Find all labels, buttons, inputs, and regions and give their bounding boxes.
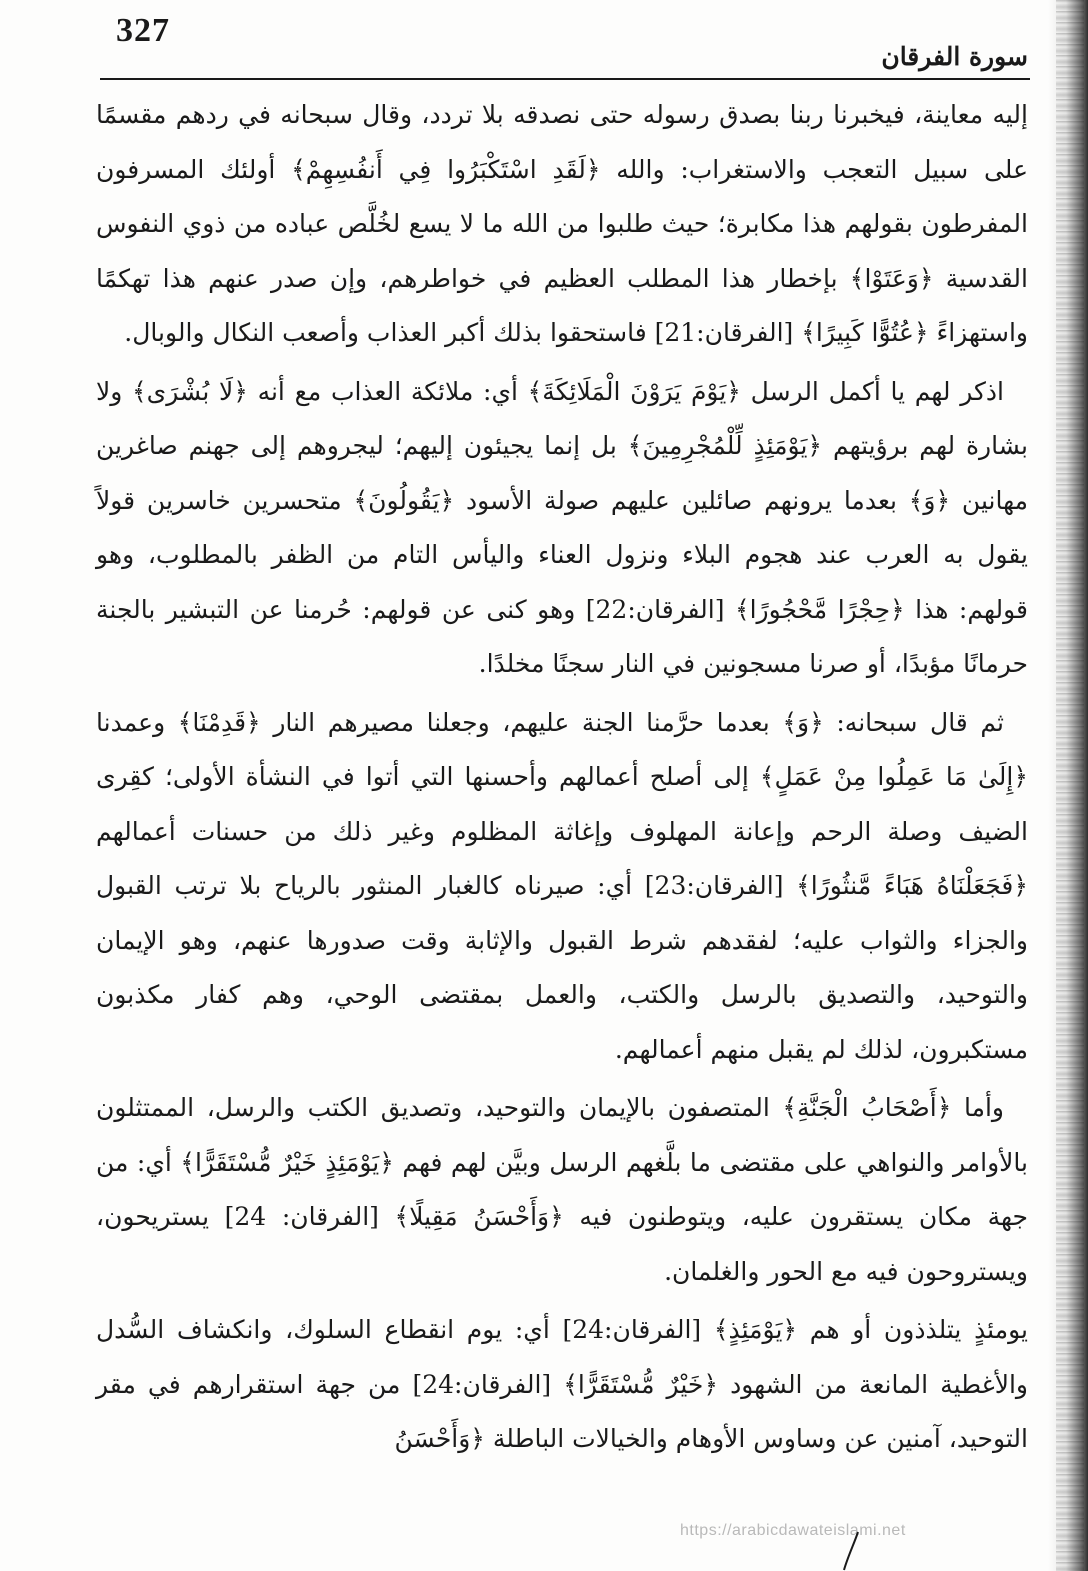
surah-title: سورة الفرقان xyxy=(881,42,1028,71)
scan-edge-speckle xyxy=(1056,0,1084,1571)
pen-stroke-mark xyxy=(836,1530,866,1571)
paragraph: وأما ﴿أَصْحَابُ الْجَنَّةِ﴾ المتصفون بالإيمان والتوحيد، وتصديق الكتب والرسل، الممتثلون بالأوامر والنواهي على مقتضى ما بلَّغهم الرسل وبيَّن لهم فهم ﴿يَوْمَئِذٍ خَيْرٌ مُّسْتَقَرًّا﴾ أي: من جهة مكان يستقرون عليه، ويتوطنون فيه ﴿وَأَحْسَنُ مَقِيلًا﴾ [الفرقان: 24] يستريحون، ويستروحون فيه مع الحور والغلمان. xyxy=(96,1093,1028,1286)
paragraph: يومئذٍ يتلذذون أو هم ﴿يَوْمَئِذٍ﴾ [الفرقان:24] أي: يوم انقطاع السلوك، وانكشاف السُّدل والأغطية المانعة من الشهود ﴿خَيْرٌ مُّسْتَقَرًّا﴾ [الفرقان:24] من جهة استقرارهم في مقر التوحيد، آمنين عن وساوس الأوهام والخيالات الباطلة ﴿وَأَحْسَنُ xyxy=(96,1315,1028,1453)
paragraph: إليه معاينة، فيخبرنا ربنا بصدق رسوله حتى نصدقه بلا تردد، وقال سبحانه في ردهم مقسمًا على سبيل التعجب والاستغراب: والله ﴿لَقَدِ اسْتَكْبَرُوا فِي أَنفُسِهِمْ﴾ أولئك المسرفون المفرطون بقولهم هذا مكابرة؛ حيث طلبوا من الله ما لا يسع لخُلَّص عباده من ذوي النفوس القدسية ﴿وَعَتَوْا﴾ بإخطار هذا المطلب العظيم في خواطرهم، وإن صدر عنهم هذا تهكمًا واستهزاءً ﴿عُتُوًّا كَبِيرًا﴾ [الفرقان:21] فاستحقوا بذلك أكبر العذاب وأصعب النكال والوبال. xyxy=(96,100,1028,347)
paragraph: ثم قال سبحانه: ﴿وَ﴾ بعدما حرَّمنا الجنة عليهم، وجعلنا مصيرهم النار ﴿قَدِمْنَا﴾ وعمدنا ﴿إِلَىٰ مَا عَمِلُوا مِنْ عَمَلٍ﴾ إلى أصلح أعمالهم وأحسنها التي أتوا في النشأة الأولى؛ كقِرى الضيف وصلة الرحم وإعانة المهلوف وإغاثة المظلوم وغير ذلك من حسنات أعمالهم ﴿فَجَعَلْنَاهُ هَبَاءً مَّنثُورًا﴾ [الفرقان:23] أي: صيرناه كالغبار المنثور بالرياح بلا ترتب القبول والجزاء والثواب عليه؛ لفقدهم شرط القبول والإثابة وقت صدورها عنهم، وهو الإيمان والتوحيد، والتصديق بالرسل والكتب، والعمل بمقتضى الوحي، وهم كفار مكذبون مستكبرون، لذلك لم يقبل منهم أعمالهم. xyxy=(96,707,1028,1064)
watermark-url: https://arabicdawateislami.net xyxy=(680,1522,906,1539)
header-rule xyxy=(100,78,1030,80)
page-number: 327 xyxy=(116,12,170,49)
body-text xyxy=(96,88,1028,1467)
paragraph: اذكر لهم يا أكمل الرسل ﴿يَوْمَ يَرَوْنَ الْمَلَائِكَةَ﴾ أي: ملائكة العذاب مع أنه ﴿لَا بُشْرَى﴾ ولا بشارة لهم برؤيتهم ﴿يَوْمَئِذٍ لِّلْمُجْرِمِينَ﴾ بل إنما يجيئون إليهم؛ ليجروهم إلى جهنم صاغرين مهانين ﴿وَ﴾ بعدما يرونهم صائلين عليهم صولة الأسود ﴿يَقُولُونَ﴾ متحسرين خاسرين قولاً يقول به العرب عند هجوم البلاء ونزول العناء واليأس التام من الظفر بالمطلوب، وهو قولهم: هذا ﴿حِجْرًا مَّحْجُورًا﴾ [الفرقان:22] وهو كنى عن قولهم: حُرمنا عن التبشير بالجنة حرمانًا مؤبدًا، أو صرنا مسجونين في النار سجنًا مخلدًا. xyxy=(96,376,1028,678)
